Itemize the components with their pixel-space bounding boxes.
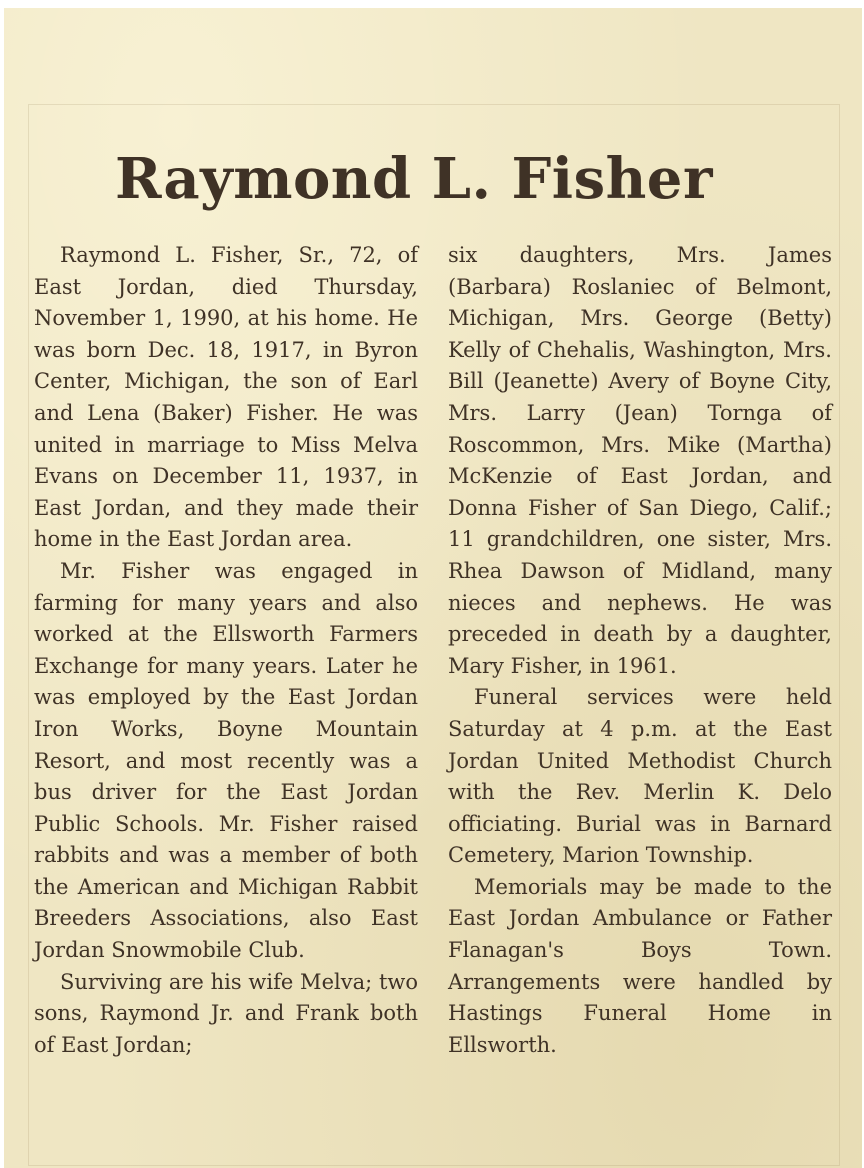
right-column	[448, 240, 832, 1061]
paragraph-survivors-start: Surviving are his wife Melva; two sons, Raymond Jr. and Frank both of East Jordan;	[34, 969, 418, 1057]
paragraph-career: Mr. Fisher was engaged in farming for many years and also worked at the Ellsworth Farmers Exchange for many years. Later he was employed by the East Jordan Iron Works, Boyne Mountain Resort, and most recently was a bus driver for the East Jordan Public Schools. Mr. Fisher raised rabbits and was a member of both the American and Michigan Rabbit Breeders Associations, also East Jordan Snowmobile Club.	[34, 558, 418, 963]
left-column	[34, 240, 418, 1061]
paragraph-funeral-services: Funeral services were held Saturday at 4 p.m. at the East Jordan United Methodist Church with the Rev. Merlin K. Delo officiating. Burial was in Barnard Cemetery, Marion Township.	[448, 685, 832, 868]
paragraph-survivors-continued: six daughters, Mrs. James (Barbara) Roslaniec of Belmont, Michigan, Mrs. George (Betty) Kelly of Chehalis, Washington, Mrs. Bill (Jeanette) Avery of Boyne City, Mrs. Larry (Jean) Tornga of Roscommon, Mrs. Mike (Martha) McKenzie of East Jordan, and Donna Fisher of San Diego, Calif.; 11 grandchildren, one sister, Mrs. Rhea Dawson of Midland, many nieces and nephews. He was preceded in death by a daughter, Mary Fisher, in 1961.	[448, 243, 832, 678]
paragraph-memorials: Memorials may be made to the East Jordan Ambulance or Father Flanagan's Boys Town. Arrangements were handled by Hastings Funeral Home in Ellsworth.	[448, 874, 832, 1057]
obituary-headline: Raymond L. Fisher	[115, 146, 713, 212]
newspaper-clipping	[4, 8, 862, 1168]
paragraph-death-and-birth: Raymond L. Fisher, Sr., 72, of East Jordan, died Thursday, November 1, 1990, at his home. He was born Dec. 18, 1917, in Byron Center, Michigan, the son of Earl and Lena (Baker) Fisher. He was united in marriage to Miss Melva Evans on December 11, 1937, in East Jordan, and they made their home in the East Jordan area.	[34, 243, 418, 552]
